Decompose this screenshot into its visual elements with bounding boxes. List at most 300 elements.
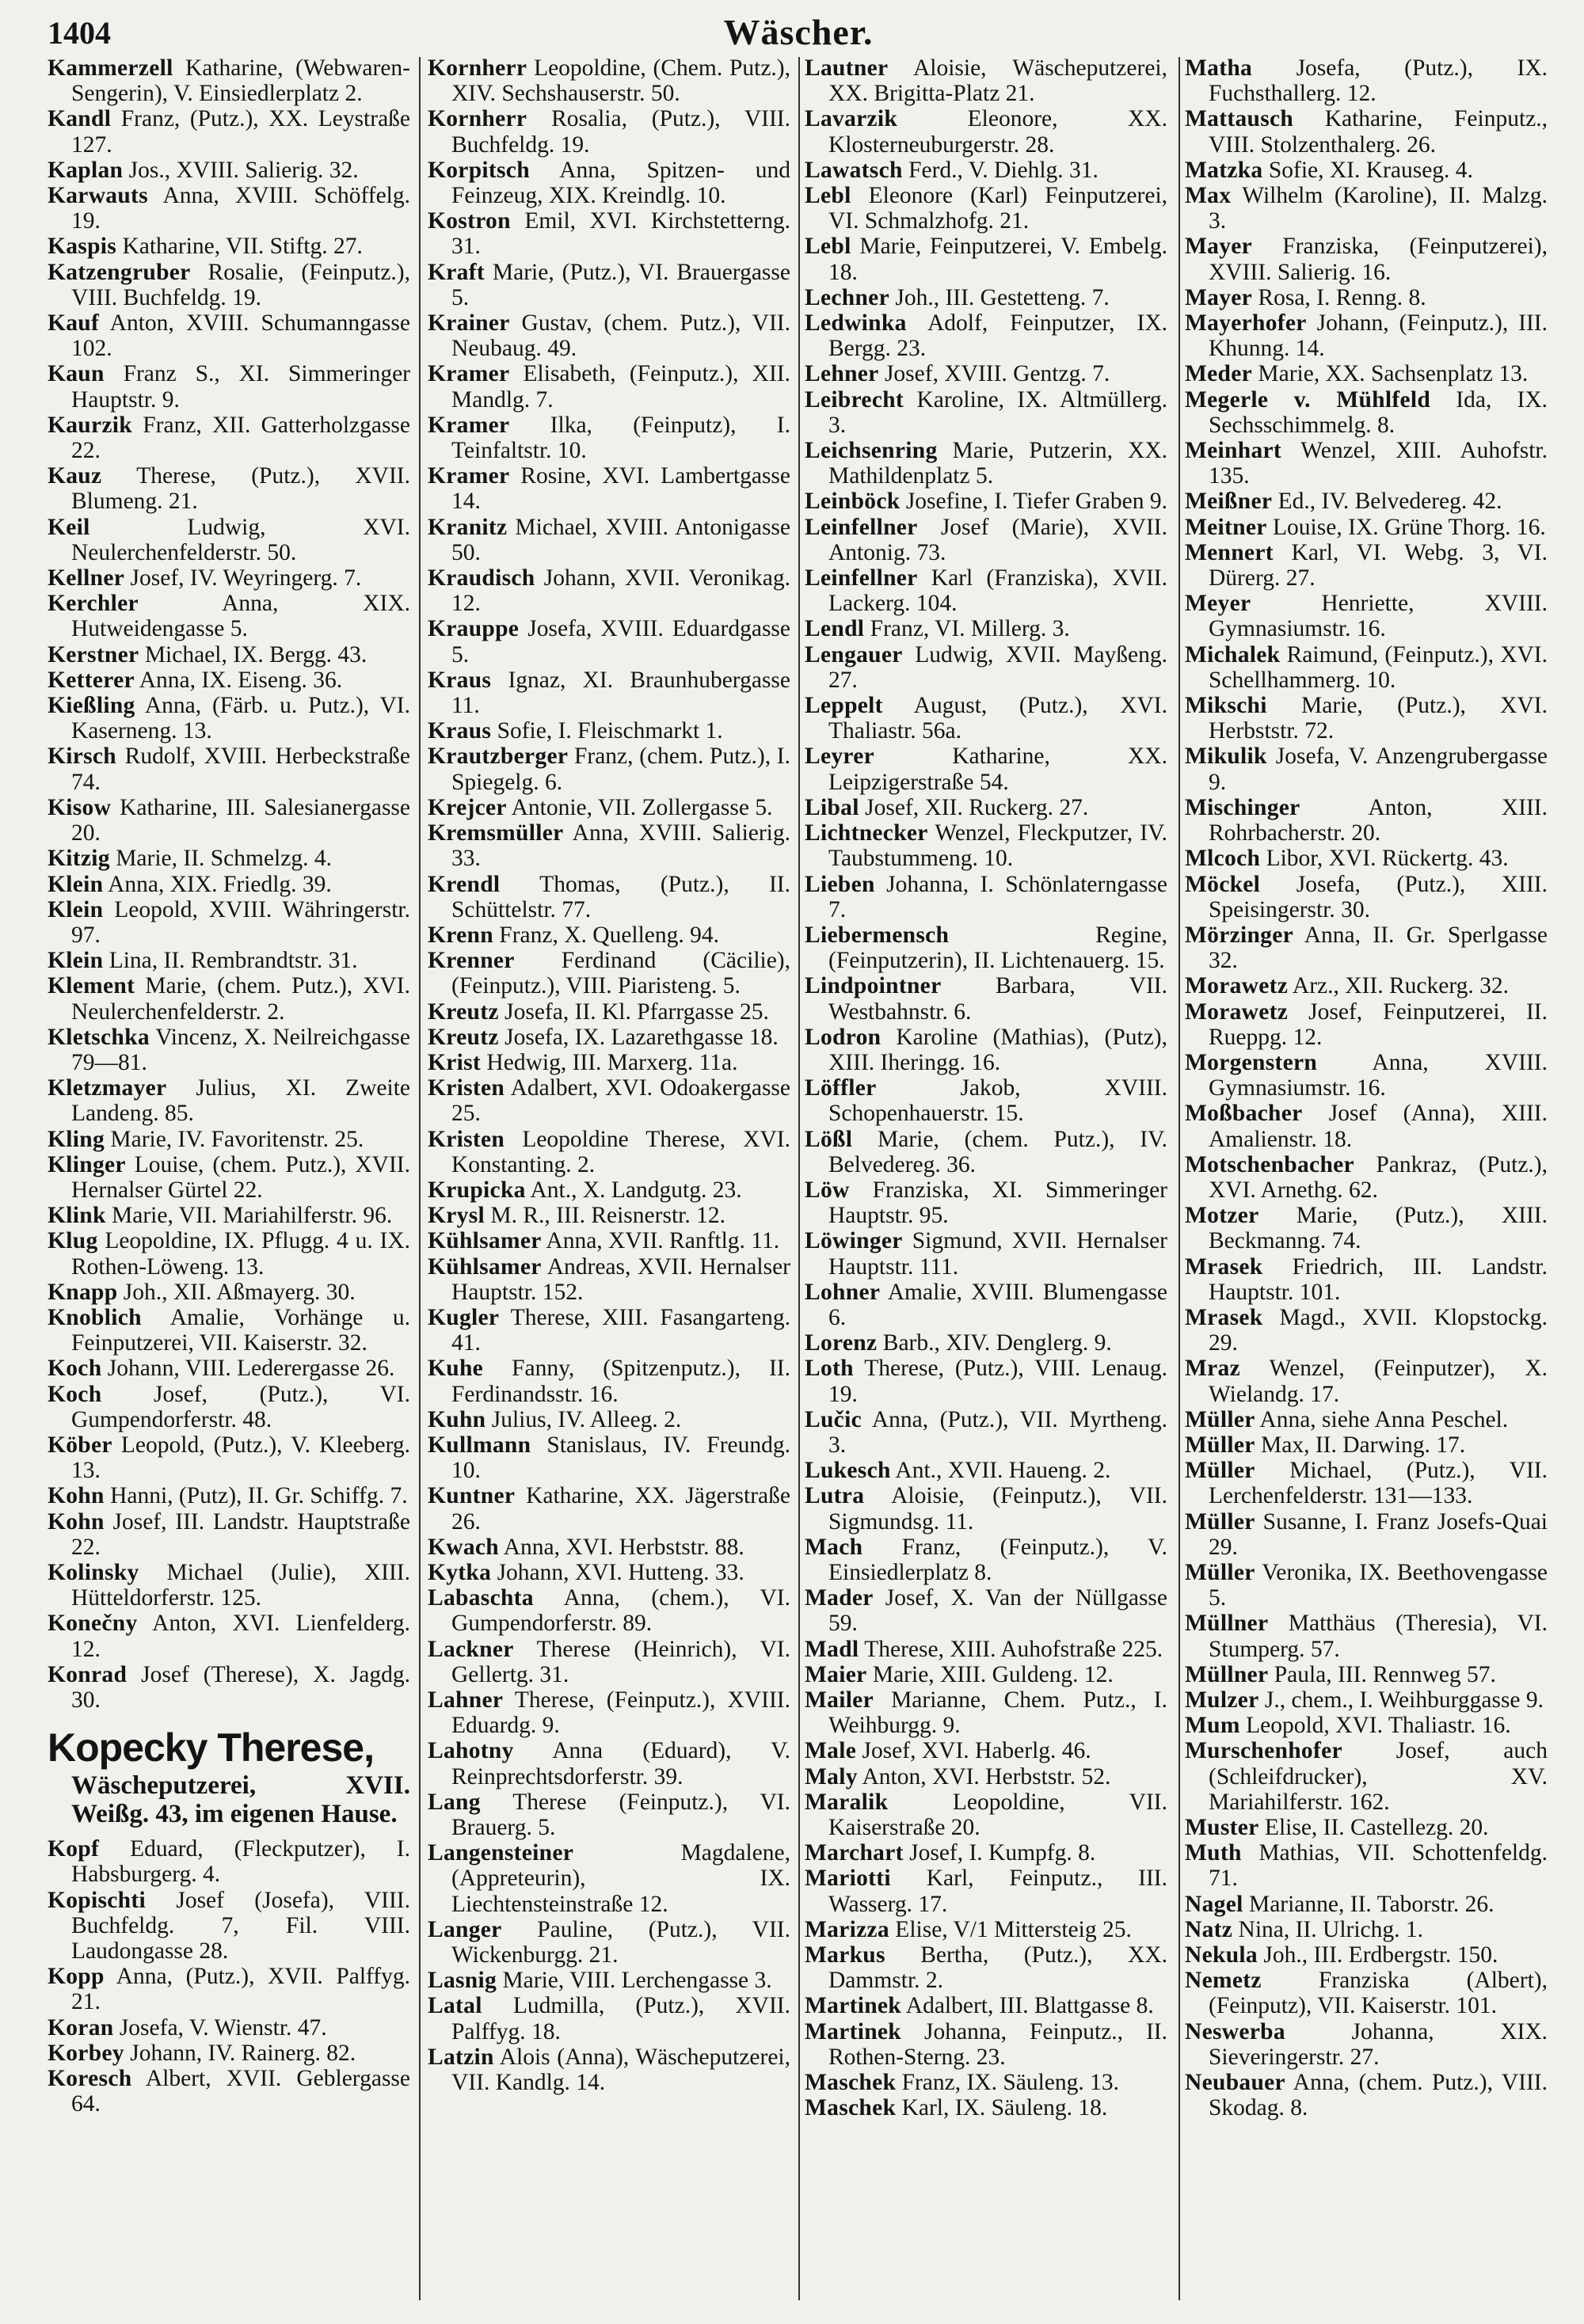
entry-details: Marie, II. Schmelzg. 4. [116, 846, 332, 872]
directory-entry [428, 820, 790, 871]
entry-details: Adalbert, III. Blattgasse 8. [905, 1993, 1154, 2019]
directory-entry [805, 693, 1167, 744]
entry-details: Anna, XIX. Friedlg. 39. [108, 871, 332, 897]
entry-name: Meißner [1185, 489, 1273, 515]
directory-entry [1185, 489, 1548, 514]
entry-details: Josefa, (Putz.), IX. Fuchsthallerg. 12. [1209, 55, 1548, 107]
entry-details: Regine, (Feinputzerin), II. Lichtenauerg. 15. [828, 922, 1167, 974]
entry-details: Josef (Therese), X. Jagdg. 30. [71, 1661, 411, 1713]
directory-entry [1185, 591, 1548, 641]
entry-name: Muster [1185, 1815, 1259, 1841]
directory-entry [48, 1964, 410, 2014]
entry-details: Rosalia, (Putz.), VIII. Buchfeldg. 19. [451, 106, 790, 158]
entry-name: Lučic [805, 1406, 862, 1432]
directory-entry [805, 1535, 1167, 1585]
entry-details: Therese (Feinputz.), VI. Brauerg. 5. [451, 1789, 790, 1841]
directory-entry [805, 285, 1167, 310]
entry-name: Maier [805, 1661, 867, 1687]
directory-entry [805, 1458, 1167, 1483]
directory-entry [1185, 1840, 1548, 1891]
entry-name: Lackner [428, 1636, 514, 1662]
directory-entry [428, 1483, 790, 1534]
entry-details: Joh., III. Erdbergstr. 150. [1263, 1942, 1498, 1968]
entry-name: Mennert [1185, 539, 1274, 565]
entry-details: Johann, XVII. Veronikag. 12. [451, 565, 790, 617]
entry-name: Lang [428, 1789, 481, 1815]
entry-name: Kramer [428, 361, 510, 387]
directory-entry [805, 1228, 1167, 1279]
entry-details: Josefa, IX. Lazarethgasse 18. [505, 1024, 779, 1050]
entry-details: Rosa, I. Renng. 8. [1258, 284, 1426, 310]
entry-name: Kling [48, 1126, 105, 1152]
entry-details: Vincenz, X. Neilreichgasse 79—81. [71, 1024, 410, 1075]
entry-name: Ketterer [48, 667, 135, 693]
entry-details: Leopoldine Therese, XVI. Konstanting. 2. [451, 1126, 790, 1177]
entry-name: Mum [1185, 1713, 1240, 1739]
directory-entry [805, 1280, 1167, 1330]
entry-details: Elise, II. Castellezg. 20. [1264, 1815, 1489, 1841]
entry-details: Ant., XVII. Haueng. 2. [895, 1458, 1111, 1484]
entry-details: Anton, XVIII. Schumanngasse 102. [71, 310, 410, 362]
entry-details: Franz, (Feinputz.), V. Einsiedlerplatz 8. [828, 1534, 1167, 1585]
entry-details: Louise, (chem. Putz.), XVII. Hernalser Gürtel 22. [71, 1151, 410, 1203]
entry-name: Kostron [428, 208, 511, 234]
entry-name: Motzer [1185, 1203, 1259, 1229]
directory-entry [1185, 1968, 1548, 2018]
directory-entry [48, 668, 410, 693]
entry-details: Josef (Marie), XVII. Antonig. 73. [828, 514, 1167, 565]
directory-entry [428, 310, 790, 361]
entry-details: Leopold, XVI. Thaliastr. 16. [1246, 1713, 1511, 1739]
directory-entry [805, 158, 1167, 183]
directory-entry [48, 1509, 410, 1560]
entry-name: Krenn [428, 922, 493, 948]
entry-details: Rosalie, (Feinputz.), VIII. Buchfeldg. 19. [71, 259, 410, 310]
entry-details: Marie, Putzerin, XX. Mathildenplatz 5. [828, 438, 1168, 489]
entry-name: Langensteiner [428, 1840, 574, 1866]
entry-details: Elisabeth, (Feinputz.), XII. Mandlg. 7. [451, 361, 790, 413]
directory-entry [428, 2044, 790, 2095]
entry-details: Henriette, XVIII. Gymnasiumstr. 16. [1209, 591, 1548, 642]
entry-details: Franz, XII. Gatterholzgasse 22. [71, 412, 411, 464]
entry-name: Lavarzik [805, 106, 898, 132]
entry-details: Johann, (Feinputz.), III. Khunng. 14. [1209, 310, 1548, 362]
entry-name: Mischinger [1185, 794, 1300, 820]
entry-details: Wilhelm (Karoline), II. Malzg. 3. [1209, 183, 1548, 234]
entry-name: Mikulik [1185, 744, 1267, 770]
directory-entry [428, 718, 790, 744]
entry-name: Kwach [428, 1534, 499, 1560]
directory-entry [428, 1025, 790, 1050]
directory-entry [1185, 361, 1548, 386]
entry-name: Morawetz [1185, 998, 1289, 1025]
entry-details: Pauline, (Putz.), VII. Wickenburgg. 21. [451, 1916, 790, 1968]
entry-details: Elise, V/1 Mittersteig 25. [895, 1916, 1132, 1942]
entry-name: Krysl [428, 1203, 485, 1229]
entry-name: Matzka [1185, 157, 1263, 183]
directory-entry [428, 1305, 790, 1356]
entry-name: Markus [805, 1942, 885, 1968]
directory-entry [1185, 872, 1548, 922]
entry-name: Kühlsamer [428, 1228, 542, 1254]
directory-entry [805, 1764, 1167, 1790]
entry-name: Koch [48, 1381, 102, 1407]
ad-text: Wäscheputzerei, XVII. Weißg. 43, im eigenen Hause. [71, 1771, 410, 1829]
entry-details: Josef, XVI. Haberlg. 46. [862, 1738, 1091, 1764]
entry-name: Mattausch [1185, 106, 1294, 132]
entry-name: Lengauer [805, 641, 903, 668]
entry-name: Lorenz [805, 1330, 878, 1356]
entry-name: Kellner [48, 565, 125, 591]
directory-entry [1185, 310, 1548, 361]
entry-details: Albert, XVII. Geblergasse 64. [71, 2066, 410, 2117]
entry-details: Jos., XVIII. Salierig. 32. [128, 157, 359, 183]
directory-entry [805, 361, 1167, 386]
entry-name: Kramer [428, 463, 510, 489]
entry-details: Andreas, XVII. Hernalser Hauptstr. 152. [451, 1253, 790, 1305]
directory-entry [428, 55, 790, 106]
entry-name: Megerle v. Mühlfeld [1185, 386, 1431, 413]
entry-name: Langer [428, 1916, 502, 1942]
entry-details: Marianne, II. Taborstr. 26. [1248, 1891, 1495, 1917]
entry-name: Krejcer [428, 794, 507, 820]
entry-name: Lasnig [428, 1968, 497, 1994]
entry-details: Franziska (Albert), (Feinputz), VII. Kaiserstr. 101. [1209, 1968, 1548, 2019]
entry-details: Johanna, XIX. Sieveringerstr. 27. [1209, 2018, 1548, 2070]
entry-details: Marie, (chem. Putz.), XVI. Neulerchenfelderstr. 2. [71, 973, 410, 1025]
entry-name: Kolinsky [48, 1559, 139, 1585]
directory-entry [428, 999, 790, 1025]
directory-entry [48, 1836, 410, 1887]
page-header [48, 11, 1549, 55]
entry-name: Mlcoch [1185, 846, 1261, 872]
directory-entry [1185, 1662, 1548, 1687]
directory-entry [48, 310, 410, 361]
entry-details: Franz, (Putz.), XX. Leystraße 127. [71, 106, 411, 158]
entry-details: Wenzel, XIII. Auhofstr. 135. [1209, 438, 1548, 489]
entry-details: Anna, (Putz.), XVII. Palffyg. 21. [71, 1964, 411, 2015]
entry-name: Lehner [805, 361, 879, 387]
entry-details: Louise, IX. Grüne Thorg. 16. [1273, 514, 1546, 540]
entry-details: Anton, XVI. Herbststr. 52. [862, 1763, 1111, 1790]
entry-details: Marie, IV. Favoritenstr. 25. [110, 1126, 364, 1152]
entry-details: Eleonore (Karl) Feinputzerei, VI. Schmalzhofg. 21. [828, 183, 1168, 234]
entry-name: Kuhe [428, 1356, 484, 1382]
entry-name: Muth [1185, 1840, 1242, 1866]
directory-column-3 [805, 55, 1167, 2121]
entry-details: Ludmilla, (Putz.), XVII. Palffyg. 18. [451, 1993, 791, 2044]
directory-entry [48, 515, 410, 565]
entry-details: Franz S., XI. Simmeringer Hauptstr. 9. [71, 361, 410, 413]
directory-entry [48, 2041, 410, 2066]
directory-entry [428, 1228, 790, 1253]
entry-name: Mikschi [1185, 693, 1267, 719]
entry-name: Kühlsamer [428, 1253, 542, 1280]
directory-entry [805, 1330, 1167, 1356]
entry-details: Josef, Feinputzerei, II. Rueppg. 12. [1209, 998, 1548, 1050]
directory-entry [1185, 1713, 1548, 1738]
entry-details: Josefine, I. Tiefer Graben 9. [905, 489, 1167, 515]
directory-entry [428, 1560, 790, 1585]
entry-details: Josef (Josefa), VIII. Buchfeldg. 7, Fil. VIII. Laudongasse 28. [71, 1887, 410, 1965]
entry-details: Eleonore, XX. Klosterneuburgerstr. 28. [828, 106, 1167, 158]
entry-details: Karoline (Mathias), (Putz), XIII. Iheringg. 16. [828, 1024, 1167, 1075]
entry-name: Lindpointner [805, 973, 942, 999]
entry-name: Krautzberger [428, 744, 569, 770]
entry-details: Adalbert, XVI. Odoakergasse 25. [451, 1075, 790, 1127]
directory-entry [1185, 438, 1548, 489]
entry-name: Lodron [805, 1024, 881, 1050]
directory-entry [428, 1177, 790, 1203]
entry-details: Franz, IX. Säuleng. 13. [901, 2070, 1120, 2096]
entry-details: Karl, VI. Webg. 3, VI. Dürerg. 27. [1209, 539, 1548, 591]
entry-details: Franziska, XI. Simmeringer Hauptstr. 95. [828, 1177, 1167, 1229]
entry-details: Josefa, II. Kl. Pfarrgasse 25. [505, 998, 769, 1025]
directory-entry [48, 565, 410, 591]
directory-entry [1185, 1152, 1548, 1203]
directory-entry [1185, 1050, 1548, 1101]
entry-name: Leichsenring [805, 438, 938, 464]
entry-name: Kraudisch [428, 565, 535, 591]
directory-entry [1185, 999, 1548, 1050]
directory-entry [805, 973, 1167, 1024]
entry-details: Ludwig, XVII. Mayßeng. 27. [828, 641, 1167, 693]
entry-details: Anna, (Färb. u. Putz.), VI. Kaserneng. 13. [71, 693, 410, 744]
entry-name: Kandl [48, 106, 112, 132]
directory-entry [805, 744, 1167, 794]
entry-details: Eduard, (Fleckputzer), I. Habsburgerg. 4. [71, 1836, 411, 1888]
directory-entry [428, 1993, 790, 2044]
entry-name: Maschek [805, 2095, 897, 2121]
entry-name: Krendl [428, 871, 501, 897]
entry-name: Leinböck [805, 489, 901, 515]
entry-name: Kletschka [48, 1024, 150, 1050]
directory-entry [1185, 515, 1548, 540]
entry-name: Lutra [805, 1483, 865, 1509]
directory-entry [428, 1075, 790, 1126]
entry-details: Anna, (chem.), VI. Gumpendorferstr. 89. [451, 1585, 790, 1637]
entry-details: Josef, III. Landstr. Hauptstraße 22. [71, 1508, 410, 1560]
entry-details: Karl, Feinputz., III. Wasserg. 17. [828, 1866, 1167, 1917]
directory-entry [48, 1483, 410, 1508]
entry-details: Lina, II. Rembrandtstr. 31. [109, 948, 358, 974]
entry-name: Kaplan [48, 157, 124, 183]
directory-entry [48, 1305, 410, 1356]
entry-name: Kopp [48, 1964, 105, 1990]
entry-name: Möckel [1185, 871, 1261, 897]
entry-name: Kraus [428, 718, 492, 744]
directory-entry [48, 846, 410, 871]
entry-name: Klinger [48, 1151, 126, 1177]
entry-name: Katzengruber [48, 259, 191, 285]
directory-entry [428, 1254, 790, 1305]
entry-details: Jakob, XVIII. Schopenhauerstr. 15. [828, 1075, 1167, 1127]
entry-details: Franz, VI. Millerg. 3. [870, 616, 1070, 642]
entry-name: Lichtnecker [805, 820, 928, 846]
entry-name: Kullmann [428, 1432, 531, 1458]
directory-entry [428, 361, 790, 412]
directory-entry [805, 1127, 1167, 1177]
entry-name: Ledwinka [805, 310, 907, 337]
directory-entry [428, 922, 790, 948]
entry-details: Pankraz, (Putz.), XVI. Arnethg. 62. [1209, 1151, 1548, 1203]
entry-name: Klement [48, 973, 135, 999]
entry-details: Ant., X. Landgutg. 23. [530, 1177, 742, 1203]
directory-entry [805, 1917, 1167, 1942]
entry-details: Michael, (Putz.), VII. Lerchenfelderstr. 131—133. [1209, 1458, 1548, 1509]
entry-name: Korpitsch [428, 157, 530, 183]
directory-entry [428, 1050, 790, 1075]
directory-entry [805, 1356, 1167, 1406]
entry-name: Kramer [428, 412, 510, 438]
directory-entry [1185, 234, 1548, 284]
entry-name: Meinhart [1185, 438, 1282, 464]
entry-details: Anna, IX. Eiseng. 36. [139, 667, 343, 693]
entry-name: Konrad [48, 1661, 128, 1687]
entry-details: Josefa, XVIII. Eduardgasse 5. [451, 616, 791, 668]
directory-entry [1185, 922, 1548, 973]
directory-entry [428, 463, 790, 514]
entry-details: Antonie, VII. Zollergasse 5. [511, 794, 773, 820]
entry-details: M. R., III. Reisnerstr. 12. [490, 1203, 725, 1229]
directory-entry [1185, 183, 1548, 234]
entry-details: Ignaz, XI. Braunhubergasse 11. [451, 667, 790, 719]
entry-name: Knoblich [48, 1304, 142, 1330]
entry-details: Fanny, (Spitzenputz.), II. Ferdinandsstr. 16. [451, 1356, 791, 1407]
entry-details: Veronika, IX. Beethovengasse 5. [1209, 1559, 1548, 1611]
entry-name: Kremsmüller [428, 820, 564, 846]
directory-entry [48, 948, 410, 973]
directory-entry [805, 1075, 1167, 1126]
entry-name: Klug [48, 1228, 98, 1254]
entry-details: Josef (Anna), XIII. Amalienstr. 18. [1209, 1101, 1548, 1152]
entry-name: Kauz [48, 463, 102, 489]
entry-name: Latal [428, 1993, 482, 2019]
directory-entry [1185, 1687, 1548, 1713]
directory-entry [48, 1152, 410, 1203]
entry-name: Kuhn [428, 1406, 486, 1432]
entry-details: Paula, III. Rennweg 57. [1274, 1661, 1496, 1687]
entry-name: Mayer [1185, 234, 1253, 260]
directory-entry [428, 1738, 790, 1789]
entry-name: Kirsch [48, 744, 117, 770]
entry-name: Mailer [805, 1687, 874, 1713]
directory-entry [48, 158, 410, 183]
entry-name: Kerchler [48, 591, 139, 617]
entry-name: Krist [428, 1049, 482, 1075]
entry-details: Nina, II. Ulrichg. 1. [1238, 1916, 1424, 1942]
entry-details: Josef, (Putz.), VI. Gumpendorferstr. 48. [71, 1381, 410, 1432]
entry-details: Friedrich, III. Landstr. Hauptstr. 101. [1209, 1253, 1548, 1305]
directory-entry [1185, 1101, 1548, 1151]
entry-details: Anna (Eduard), V. Reinprechtsdorferstr. 39. [451, 1738, 791, 1790]
entry-name: Kugler [428, 1304, 500, 1330]
entry-name: Kornherr [428, 55, 527, 81]
directory-entry [48, 1382, 410, 1432]
entry-name: Kitzig [48, 846, 110, 872]
entry-details: Hanni, (Putz), II. Gr. Schiffg. 7. [110, 1483, 408, 1509]
entry-name: Latzin [428, 2044, 494, 2070]
entry-details: Gustav, (chem. Putz.), VII. Neubaug. 49. [451, 310, 790, 362]
entry-name: Kopf [48, 1836, 100, 1862]
entry-name: Libal [805, 794, 859, 820]
entry-name: Kerstner [48, 641, 139, 668]
entry-details: Amalie, Vorhänge u. Feinputzerei, VII. Kaiserstr. 32. [71, 1304, 410, 1356]
entry-name: Müller [1185, 1508, 1255, 1535]
directory-entry [805, 1840, 1167, 1866]
entry-name: Lahner [428, 1687, 504, 1713]
entry-name: Kristen [428, 1126, 505, 1152]
entry-details: Wenzel, (Feinputzer), X. Wielandg. 17. [1209, 1356, 1548, 1407]
entry-name: Morgenstern [1185, 1049, 1318, 1075]
directory-entry [1185, 1738, 1548, 1815]
entry-details: Anna, (chem. Putz.), VIII. Skodag. 8. [1209, 2070, 1548, 2121]
entry-name: Meder [1185, 361, 1253, 387]
directory-entry [428, 1203, 790, 1228]
directory-entry [48, 795, 410, 846]
directory-entry [428, 1432, 790, 1483]
directory-entry [1185, 1509, 1548, 1560]
entry-details: Barb., XIV. Denglerg. 9. [882, 1330, 1112, 1356]
directory-entry [1185, 1432, 1548, 1458]
entry-details: Therese, (Putz.), VIII. Lenaug. 19. [828, 1356, 1168, 1407]
directory-entry [1185, 2070, 1548, 2121]
entry-details: Stanislaus, IV. Freundg. 10. [451, 1432, 791, 1484]
entry-details: Amalie, XVIII. Blumengasse 6. [828, 1279, 1167, 1330]
entry-details: Anna, XIX. Hutweidengasse 5. [71, 591, 410, 642]
entry-name: Karwauts [48, 183, 148, 209]
entry-name: Lendl [805, 616, 865, 642]
entry-name: Nekula [1185, 1942, 1258, 1968]
entry-name: Martinek [805, 1993, 902, 2019]
directory-entry [805, 795, 1167, 820]
entry-name: Müller [1185, 1559, 1255, 1585]
entry-name: Müller [1185, 1406, 1255, 1432]
entry-name: Müllner [1185, 1661, 1269, 1687]
entry-name: Kauf [48, 310, 100, 337]
directory-entry [805, 616, 1167, 641]
directory-entry [1185, 1611, 1548, 1661]
directory-entry [428, 948, 790, 998]
entry-details: Arz., XII. Ruckerg. 32. [1292, 973, 1509, 999]
entry-details: Anna, (Putz.), VII. Myrtheng. 3. [828, 1406, 1167, 1458]
entry-name: Kornherr [428, 106, 527, 132]
page-number: 1404 [48, 15, 111, 51]
entry-details: Josefa, (Putz.), XIII. Speisingerstr. 30. [1209, 871, 1548, 922]
entry-details: Katharine, Feinputz., VIII. Stolzenthalerg. 26. [1209, 106, 1548, 158]
directory-entry [48, 1560, 410, 1611]
entry-name: Mariotti [805, 1866, 891, 1892]
entry-details: Josefa, V. Wienstr. 47. [119, 2014, 327, 2041]
entry-name: Löwinger [805, 1228, 903, 1254]
entry-details: Franziska, (Feinputzerei), XVIII. Salierig. 16. [1209, 234, 1548, 285]
entry-details: Josefa, V. Anzengrubergasse 9. [1209, 744, 1548, 795]
directory-entry [1185, 1458, 1548, 1508]
directory-entry [1185, 387, 1548, 438]
entry-name: Leyrer [805, 744, 875, 770]
entry-name: Mayerhofer [1185, 310, 1307, 337]
entry-details: Josef, auch (Schleifdrucker), XV. Mariahilferstr. 162. [1209, 1738, 1548, 1815]
entry-name: Maschek [805, 2070, 897, 2096]
entry-name: Meitner [1185, 514, 1267, 540]
entry-name: Koran [48, 2014, 114, 2041]
entry-details: Josef, I. Kumpfg. 8. [909, 1840, 1096, 1866]
entry-details: Josef, IV. Weyringerg. 7. [130, 565, 362, 591]
directory-entry [805, 387, 1167, 438]
entry-name: Köber [48, 1432, 112, 1458]
entry-details: Anton, XVI. Lienfelderg. 12. [71, 1611, 410, 1662]
directory-entry [48, 1356, 410, 1381]
